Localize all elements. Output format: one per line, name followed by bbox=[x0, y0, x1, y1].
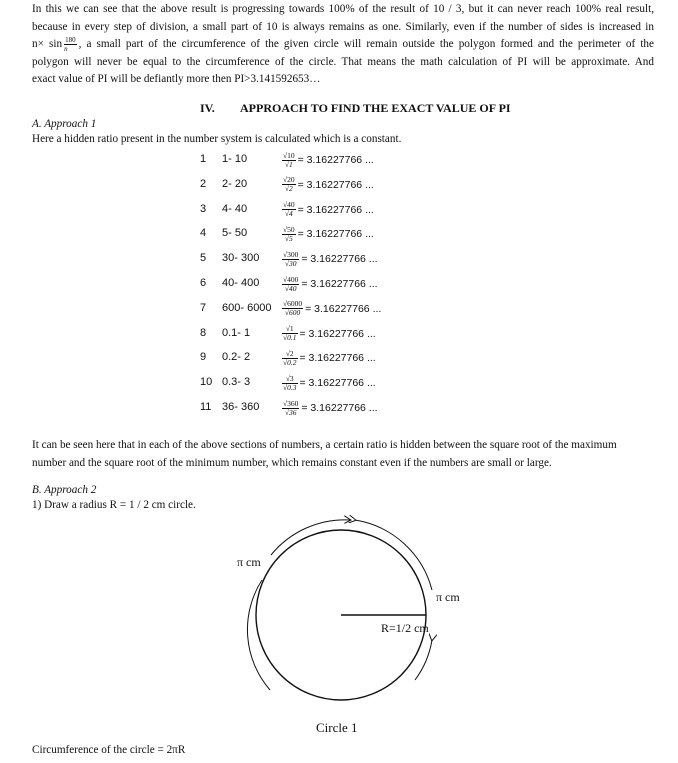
root-denominator: √2 bbox=[284, 184, 293, 194]
row-value: = 3.16227766 ... bbox=[301, 253, 378, 266]
root-numerator: √50 bbox=[283, 224, 295, 234]
row-range: 0.1- 1 bbox=[222, 326, 251, 339]
row-index: 11 bbox=[200, 401, 212, 413]
row-index: 6 bbox=[200, 277, 207, 289]
row-index: 4 bbox=[200, 227, 207, 240]
intro-line: In this we can see that the above result is progressing towards 100% of the result of 10 / 3, but it can never reach 100% real result, bbox=[32, 3, 654, 15]
root-denominator: √600 bbox=[284, 308, 301, 318]
root-numerator: √1 bbox=[282, 325, 298, 334]
row-range: 0.3- 3 bbox=[222, 376, 251, 389]
row-index: 2 bbox=[200, 177, 207, 190]
formula-continuation: , a small part of the circumference of the given circle will remain outside the polygon formed and the perimeter of the bbox=[78, 38, 654, 51]
lower-right-arc-arrow bbox=[415, 640, 432, 680]
intro-line: polygon will never be equal to the circumference of the circle. That means the math calculation of PI will be approximate. And bbox=[32, 55, 654, 68]
conclusion-line: number and the square root of the minimum number, which remains constant even if the numbers are small or large. bbox=[32, 456, 552, 469]
right-pi-label: π cm bbox=[436, 590, 460, 604]
row-range: 5- 50 bbox=[222, 227, 248, 240]
row-value: = 3.16227766 ... bbox=[297, 178, 374, 191]
row-value: = 3.16227766 ... bbox=[299, 377, 376, 390]
sin-text: n× sin bbox=[32, 38, 63, 51]
conclusion-line: It can be seen here that in each of the above sections of numbers, a certain ratio is hidden between the square root of the maximum bbox=[32, 439, 617, 451]
row-range: 1- 10 bbox=[222, 153, 248, 165]
row-index: 3 bbox=[200, 202, 207, 215]
root-numerator: √3 bbox=[282, 375, 298, 384]
row-value: = 3.16227766 ... bbox=[297, 228, 374, 241]
root-denominator: √0.3 bbox=[283, 382, 297, 392]
figure-caption: Circle 1 bbox=[316, 720, 358, 735]
row-value: = 3.16227766 ... bbox=[297, 154, 374, 166]
root-numerator: √300 bbox=[283, 249, 299, 259]
row-value: = 3.16227766 ... bbox=[301, 402, 378, 414]
row-value: = 3.16227766 ... bbox=[299, 327, 376, 340]
row-range: 2- 20 bbox=[222, 177, 248, 190]
intro-line: because in every step of division, a small part of 10 is always remains as one. Similarly, even if the number of sides is increased in bbox=[32, 20, 654, 33]
root-denominator: √5 bbox=[284, 233, 293, 243]
intro-line: exact value of PI will be defiantly more then PI>3.141592653… bbox=[32, 73, 321, 86]
row-value: = 3.16227766 ... bbox=[301, 278, 378, 290]
row-range: 0.2- 2 bbox=[222, 351, 251, 364]
row-index: 9 bbox=[200, 351, 207, 364]
row-range: 36- 360 bbox=[222, 401, 260, 413]
root-numerator: √6000 bbox=[283, 299, 303, 309]
top-arc-arrow bbox=[271, 520, 350, 555]
approach2-label: B. Approach 2 bbox=[32, 484, 97, 496]
row-range: 4- 40 bbox=[222, 202, 248, 215]
row-index: 8 bbox=[200, 326, 207, 339]
root-denominator: √0.1 bbox=[283, 333, 297, 343]
row-index: 7 bbox=[200, 301, 207, 314]
fraction-numerator: 180 bbox=[65, 36, 76, 45]
circumference-formula: Circumference of the circle = 2πR bbox=[32, 744, 186, 756]
root-denominator: √40 bbox=[284, 283, 297, 293]
right-arc-arrow bbox=[355, 520, 432, 590]
approach1-description: Here a hidden ratio present in the number system is calculated which is a constant. bbox=[32, 133, 402, 145]
approach2-step: 1) Draw a radius R = 1 / 2 cm circle. bbox=[32, 499, 196, 511]
row-value: = 3.16227766 ... bbox=[305, 302, 382, 315]
row-value: = 3.16227766 ... bbox=[297, 203, 374, 216]
fraction-denominator: n bbox=[64, 45, 68, 54]
root-numerator: √400 bbox=[283, 274, 299, 284]
root-numerator: √360 bbox=[283, 398, 299, 408]
root-numerator: √20 bbox=[283, 175, 295, 185]
root-numerator: √2 bbox=[282, 350, 298, 359]
row-range: 30- 300 bbox=[222, 252, 260, 265]
root-denominator: √0.2 bbox=[283, 357, 297, 367]
left-pi-label: π cm bbox=[237, 555, 261, 569]
radius-label: R=1/2 cm bbox=[381, 621, 429, 635]
root-numerator: √40 bbox=[283, 200, 295, 210]
row-range: 600- 6000 bbox=[222, 301, 272, 314]
row-index: 10 bbox=[200, 376, 213, 389]
row-index: 5 bbox=[200, 252, 207, 265]
section-title: APPROACH TO FIND THE EXACT VALUE OF PI bbox=[240, 101, 511, 115]
root-denominator: √36 bbox=[284, 407, 297, 417]
root-denominator: √30 bbox=[284, 258, 297, 268]
row-value: = 3.16227766 ... bbox=[299, 352, 376, 365]
root-numerator: √10 bbox=[283, 150, 295, 160]
row-index: 1 bbox=[200, 153, 207, 165]
approach1-label: A. Approach 1 bbox=[32, 118, 97, 130]
root-denominator: √4 bbox=[284, 209, 293, 219]
root-denominator: √1 bbox=[284, 159, 293, 169]
row-range: 40- 400 bbox=[222, 277, 260, 289]
section-number: IV. bbox=[200, 101, 215, 115]
